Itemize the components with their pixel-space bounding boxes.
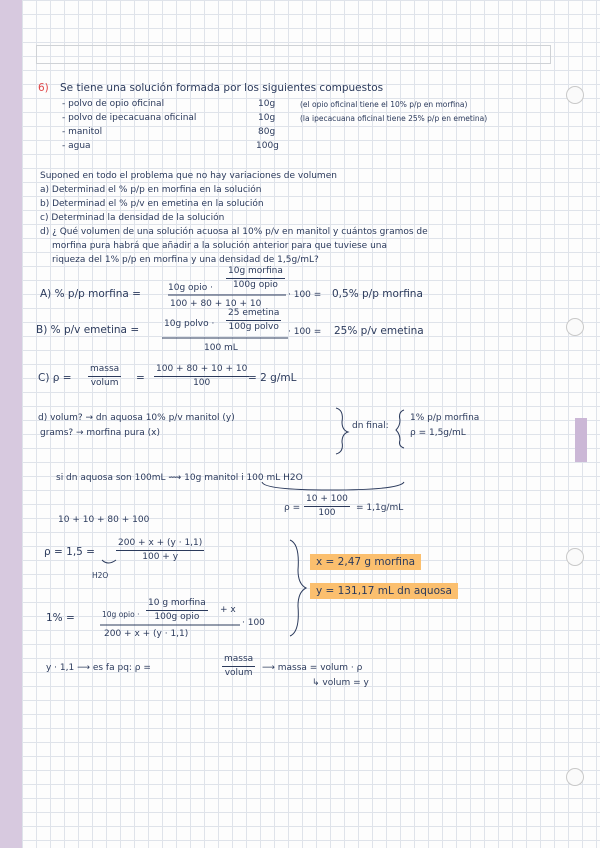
question: a) Determinad el % p/p en morfina en la solución — [40, 185, 262, 195]
answer-c-frac1-den: volum — [90, 378, 119, 388]
answer-d-eq1-num: 200 + x + (y · 1,1) — [116, 538, 204, 551]
answer-d-eq2-den: 200 + x + (y · 1,1) — [104, 629, 189, 639]
answer-d-note-num: massa — [222, 654, 255, 667]
compound-note: (la ipecacuana oficinal tiene 25% p/p en emetina) — [300, 114, 488, 123]
question: morfina pura habrá que añadir a la solución anterior para que tuviese una — [52, 241, 387, 251]
problem-number: 6) — [38, 82, 49, 94]
answer-d-eq1-den: 100 + y — [142, 552, 179, 562]
answer-d-eq2-inner-num: 10 g morfina — [146, 598, 208, 611]
answer-a-times: · 100 = — [288, 290, 322, 300]
answer-b-times: · 100 = — [288, 327, 322, 337]
answer-d-eq1-label: ρ = 1,5 = — [44, 546, 95, 558]
compound-amount: 100g — [256, 141, 279, 151]
aqueous-brace — [262, 482, 404, 490]
answer-c-label: C) ρ = — [38, 372, 72, 384]
answer-d-note-suffix: ⟶ massa = volum · ρ — [262, 663, 363, 673]
answer-d-eq2-label: 1% = — [46, 612, 75, 624]
answer-a-inner-num: 10g morfina — [226, 266, 285, 279]
answer-a-result: 0,5% p/p morfina — [332, 288, 423, 300]
final-values-brace — [396, 410, 404, 448]
answer-a-label: A) % p/p morfina = — [40, 288, 141, 300]
answer-d-eq2-num-suffix: + x — [220, 605, 236, 615]
answer-a-inner-den: 100g opio — [232, 280, 278, 290]
answer-a-den: 100 + 80 + 10 + 10 — [170, 299, 262, 309]
answer-d-line2: grams? → morfina pura (x) — [40, 428, 160, 438]
answer-b-result: 25% p/v emetina — [334, 325, 424, 337]
result-y-highlight: y = 131,17 mL dn aquosa — [310, 583, 458, 599]
answer-d-eq2-times: · 100 — [242, 618, 265, 628]
answer-b-inner-den: 100g polvo — [228, 322, 279, 332]
answer-a-num-prefix: 10g opio · — [168, 283, 213, 293]
assumption: Suponed en todo el problema que no hay variaciones de volumen — [40, 171, 337, 181]
answer-d-eq2-inner-den: 100g opio — [154, 612, 200, 622]
question: b) Determinad el % p/v en emetina en la solución — [40, 199, 264, 209]
answer-d-note-den: volum — [224, 668, 253, 678]
answer-d-eq2-num-prefix: 10g opio · — [102, 610, 140, 619]
answer-d-rho-label: ρ = — [284, 503, 301, 513]
final-brace — [336, 408, 348, 454]
h2o-arrow-mark — [102, 560, 116, 563]
answer-d-line1: d) volum? → dn aquosa 10% p/v manitol (y) — [38, 413, 235, 423]
answer-c-frac2-num: 100 + 80 + 10 + 10 — [154, 364, 249, 377]
compound-name: - polvo de ipecacuana oficinal — [62, 113, 197, 123]
compound-note: (el opio oficinal tiene el 10% p/p en morfina) — [300, 100, 468, 109]
question: riqueza del 1% p/p en morfina y una densidad de 1,5g/mL? — [52, 255, 319, 265]
answer-d-final-1: 1% p/p morfina — [410, 413, 480, 423]
answer-b-label: B) % p/v emetina = — [36, 324, 140, 336]
result-x-highlight: x = 2,47 g morfina — [310, 554, 421, 570]
answer-d-sum-note: 10 + 10 + 80 + 100 — [58, 515, 150, 525]
answer-c-frac2-den: 100 — [193, 378, 211, 388]
answer-d-aqueous: si dn aquosa son 100mL ⟿ 10g manitol i 100 mL H2O — [56, 473, 303, 483]
answer-b-num-prefix: 10g polvo · — [164, 319, 215, 329]
answer-d-final-2: ρ = 1,5g/mL — [410, 428, 466, 438]
compound-name: - agua — [62, 141, 91, 151]
answer-d-rho-den: 100 — [318, 508, 336, 518]
compound-amount: 10g — [258, 113, 276, 123]
answer-d-rho-num: 10 + 100 — [304, 494, 350, 507]
question: d) ¿ Qué volumen de una solución acuosa al 10% p/v en manitol y cuántos gramos de — [40, 227, 428, 237]
compound-name: - manitol — [62, 127, 103, 137]
question: c) Determinad la densidad de la solución — [40, 213, 225, 223]
answer-b-inner-num: 25 emetina — [226, 308, 281, 321]
answer-c-frac1-num: massa — [88, 364, 121, 377]
answer-b-den: 100 mL — [204, 343, 238, 353]
answer-d-rho-result: = 1,1g/mL — [356, 503, 404, 513]
compound-amount: 10g — [258, 99, 276, 109]
compound-name: - polvo de opio oficinal — [62, 99, 165, 109]
answer-d-note-prefix: y · 1,1 ⟶ es fa pq: ρ = — [46, 663, 151, 673]
answer-d-note-last: ↳ volum = y — [312, 678, 369, 688]
answer-d-final-label: dn final: — [352, 421, 389, 431]
problem-intro: Se tiene una solución formada por los siguientes compuestos — [60, 82, 384, 94]
answer-c-result: = 2 g/mL — [248, 372, 297, 384]
answer-d-h2o: H2O — [92, 571, 109, 580]
system-brace — [290, 540, 306, 636]
answer-c-eq: = — [136, 372, 145, 384]
compound-amount: 80g — [258, 127, 276, 137]
